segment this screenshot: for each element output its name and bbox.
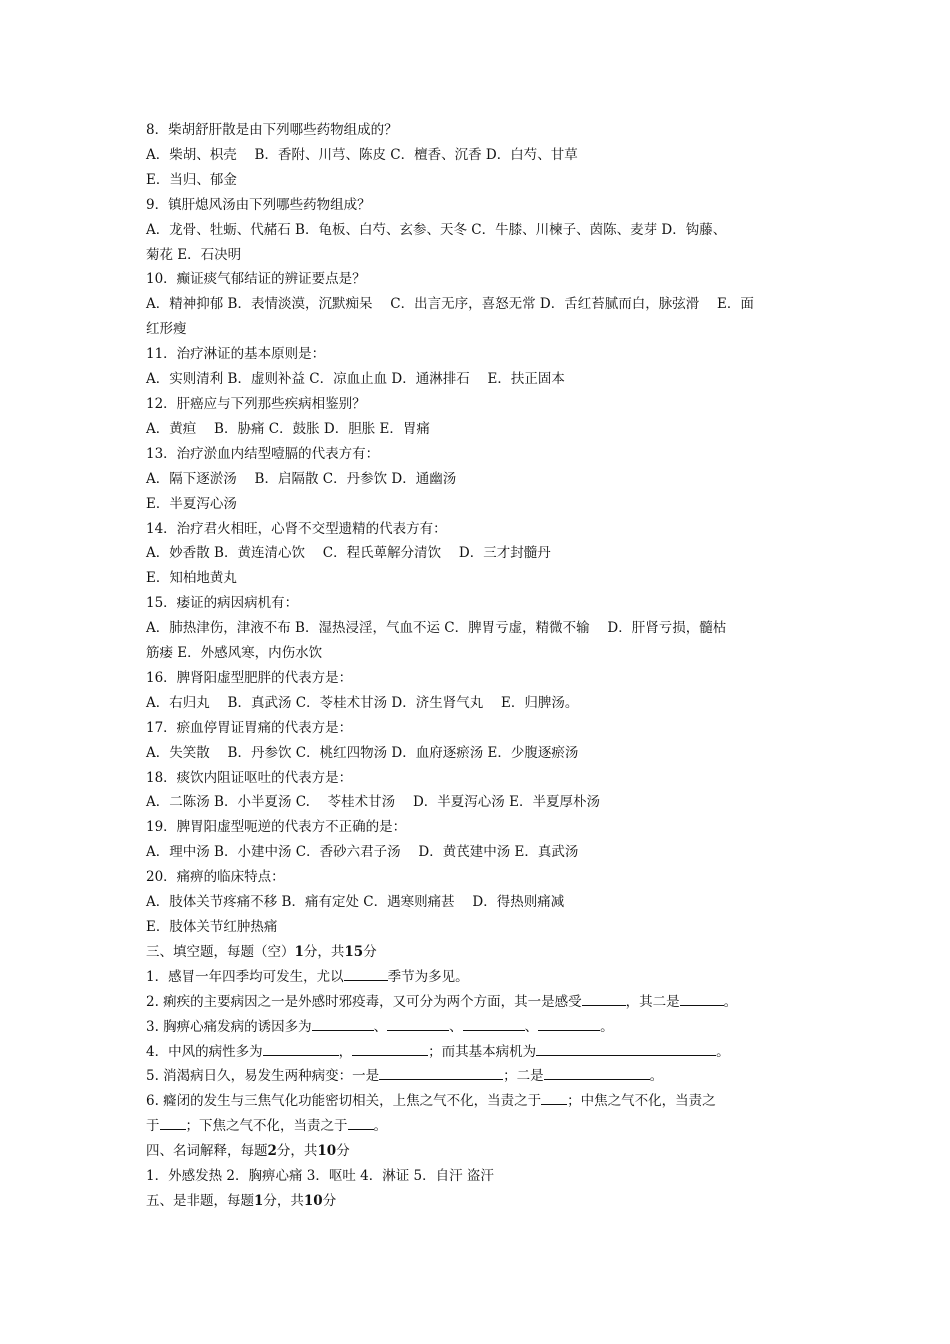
question-options: E．半夏泻心汤 xyxy=(146,495,237,512)
question-stem: 17．瘀血停胃证胃痛的代表方是： xyxy=(146,719,353,736)
question-options: E．肢体关节红肿热痛 xyxy=(146,919,278,935)
question-options: A．实则清利 B．虚则补益 C．凉血止血 D．通淋排石 E．扶正固本 xyxy=(146,371,565,388)
section-heading-fill-in: 三、填空题，每题（空）1分，共15分 xyxy=(146,943,377,960)
section-heading-true-false: 五、是非题，每题1分，共10分 xyxy=(146,1192,337,1209)
answer-blank[interactable] xyxy=(463,1016,525,1031)
question-stem: 12．肝癌应与下列那些疾病相鉴别？ xyxy=(146,395,366,412)
question-options: A．失笑散 B．丹参饮 C．桃红四物汤 D．血府逐瘀汤 E．少腹逐瘀汤 xyxy=(146,744,579,761)
question-options: E．当归、郁金 xyxy=(146,171,237,188)
fill-question-4: 4．中风的病性多为 ， ；而其基本病机为 。 xyxy=(146,1040,814,1065)
question-stem: 20．痛痹的临床特点： xyxy=(146,869,285,886)
question-options: A．理中汤 B．小建中汤 C．香砂六君子汤 D．黄芪建中汤 E．真武汤 xyxy=(146,844,579,861)
question-options: A．肢体关节疼痛不移 B．痛有定处 C．遇寒则痛甚 D．得热则痛减 xyxy=(146,894,565,911)
question-stem: 14．治疗君火相旺，心肾不交型遗精的代表方有： xyxy=(146,520,447,537)
question-options: A．肺热津伤，津液不布 B．湿热浸淫，气血不运 C．脾胃亏虚，精微不输 D．肝肾亏损，髓枯 xyxy=(146,620,727,637)
answer-blank[interactable] xyxy=(387,1016,449,1031)
question-options: A．龙骨、牡蛎、代赭石 B．龟板、白芍、玄参、天冬 C．牛膝、川楝子、茵陈、麦芽 D．钩藤、 xyxy=(146,221,727,238)
question-options: 菊花 E．石决明 xyxy=(146,246,242,263)
question-options: A．二陈汤 B．小半夏汤 C. 苓桂术甘汤 D．半夏泻心汤 E．半夏厚朴汤 xyxy=(146,794,600,811)
question-options: E．知柏地黄丸 xyxy=(146,570,237,587)
fill-question-6: 6. 癃闭的发生与三焦气化功能密切相关，上焦之气不化，当责之于 ；中焦之气不化，当责之 xyxy=(146,1089,814,1114)
question-stem: 16．脾肾阳虚型肥胖的代表方是： xyxy=(146,669,353,686)
question-stem: 11．治疗淋证的基本原则是： xyxy=(146,346,326,363)
question-options: 红形瘦 xyxy=(146,321,187,338)
question-stem: 9．镇肝熄风汤由下列哪些药物组成？ xyxy=(146,196,371,213)
question-stem: 8．柴胡舒肝散是由下列哪些药物组成的？ xyxy=(146,122,398,138)
fill-question-1: 1．感冒一年四季均可发生，尤以 季节为多见。 xyxy=(146,965,814,990)
document-body xyxy=(146,118,814,1214)
question-stem: 15．痿证的病因病机有： xyxy=(146,595,299,612)
answer-blank[interactable] xyxy=(582,991,626,1006)
question-options: A．柴胡、枳壳 B．香附、川芎、陈皮 C．檀香、沉香 D．白芍、甘草 xyxy=(146,146,578,163)
term-list: 1．外感发热 2．胸痹心痛 3．呕吐 4．淋证 5．自汗 盗汗 xyxy=(146,1168,494,1185)
answer-blank[interactable] xyxy=(344,966,388,981)
answer-blank[interactable] xyxy=(541,1090,567,1105)
multiple-choice-list xyxy=(146,118,814,940)
question-options: A．黄疸 B．胁痛 C．鼓胀 D．胆胀 E．胃痛 xyxy=(146,420,430,437)
answer-blank[interactable] xyxy=(680,991,724,1006)
answer-blank[interactable] xyxy=(352,1041,428,1056)
question-stem: 19．脾胃阳虚型呃逆的代表方不正确的是： xyxy=(146,819,407,836)
question-options: A．右归丸 B．真武汤 C．苓桂术甘汤 D．济生肾气丸 E．归脾汤。 xyxy=(146,694,579,711)
question-options: A．精神抑郁 B．表情淡漠，沉默痴呆 C．出言无序，喜怒无常 D．舌红苔腻而白，脉弦滑 E．面 xyxy=(146,296,754,313)
answer-blank[interactable] xyxy=(160,1115,186,1130)
section-heading-term-explanation: 四、名词解释，每题2分，共10分 xyxy=(146,1143,350,1160)
answer-blank[interactable] xyxy=(536,1041,716,1056)
answer-blank[interactable] xyxy=(348,1115,374,1130)
question-stem: 13．治疗淤血内结型噎膈的代表方有： xyxy=(146,445,380,462)
answer-blank[interactable] xyxy=(538,1016,600,1031)
answer-blank[interactable] xyxy=(263,1041,339,1056)
fill-question-3: 3. 胸痹心痛发病的诱因多为 、 、 、 。 xyxy=(146,1015,814,1040)
fill-question-6-cont: 于 ；下焦之气不化，当责之于 。 xyxy=(146,1114,814,1139)
question-options: A．隔下逐淤汤 B．启隔散 C．丹参饮 D．通幽汤 xyxy=(146,470,457,487)
answer-blank[interactable] xyxy=(544,1065,650,1080)
question-options: A．妙香散 B．黄连清心饮 C．程氏萆解分清饮 D．三才封髓丹 xyxy=(146,545,551,562)
answer-blank[interactable] xyxy=(312,1016,374,1031)
fill-question-5: 5. 消渴病日久，易发生两种病变：一是 ；二是 。 xyxy=(146,1064,814,1089)
answer-blank[interactable] xyxy=(379,1065,503,1080)
question-stem: 10．癫证痰气郁结证的辨证要点是？ xyxy=(146,271,366,288)
question-stem: 18．痰饮内阻证呕吐的代表方是： xyxy=(146,769,353,786)
fill-question-2: 2. 痢疾的主要病因之一是外感时邪疫毒，又可分为两个方面，其一是感受 ，其二是 。 xyxy=(146,990,814,1015)
question-options: 筋痿 E．外感风寒，内伤水饮 xyxy=(146,645,323,662)
